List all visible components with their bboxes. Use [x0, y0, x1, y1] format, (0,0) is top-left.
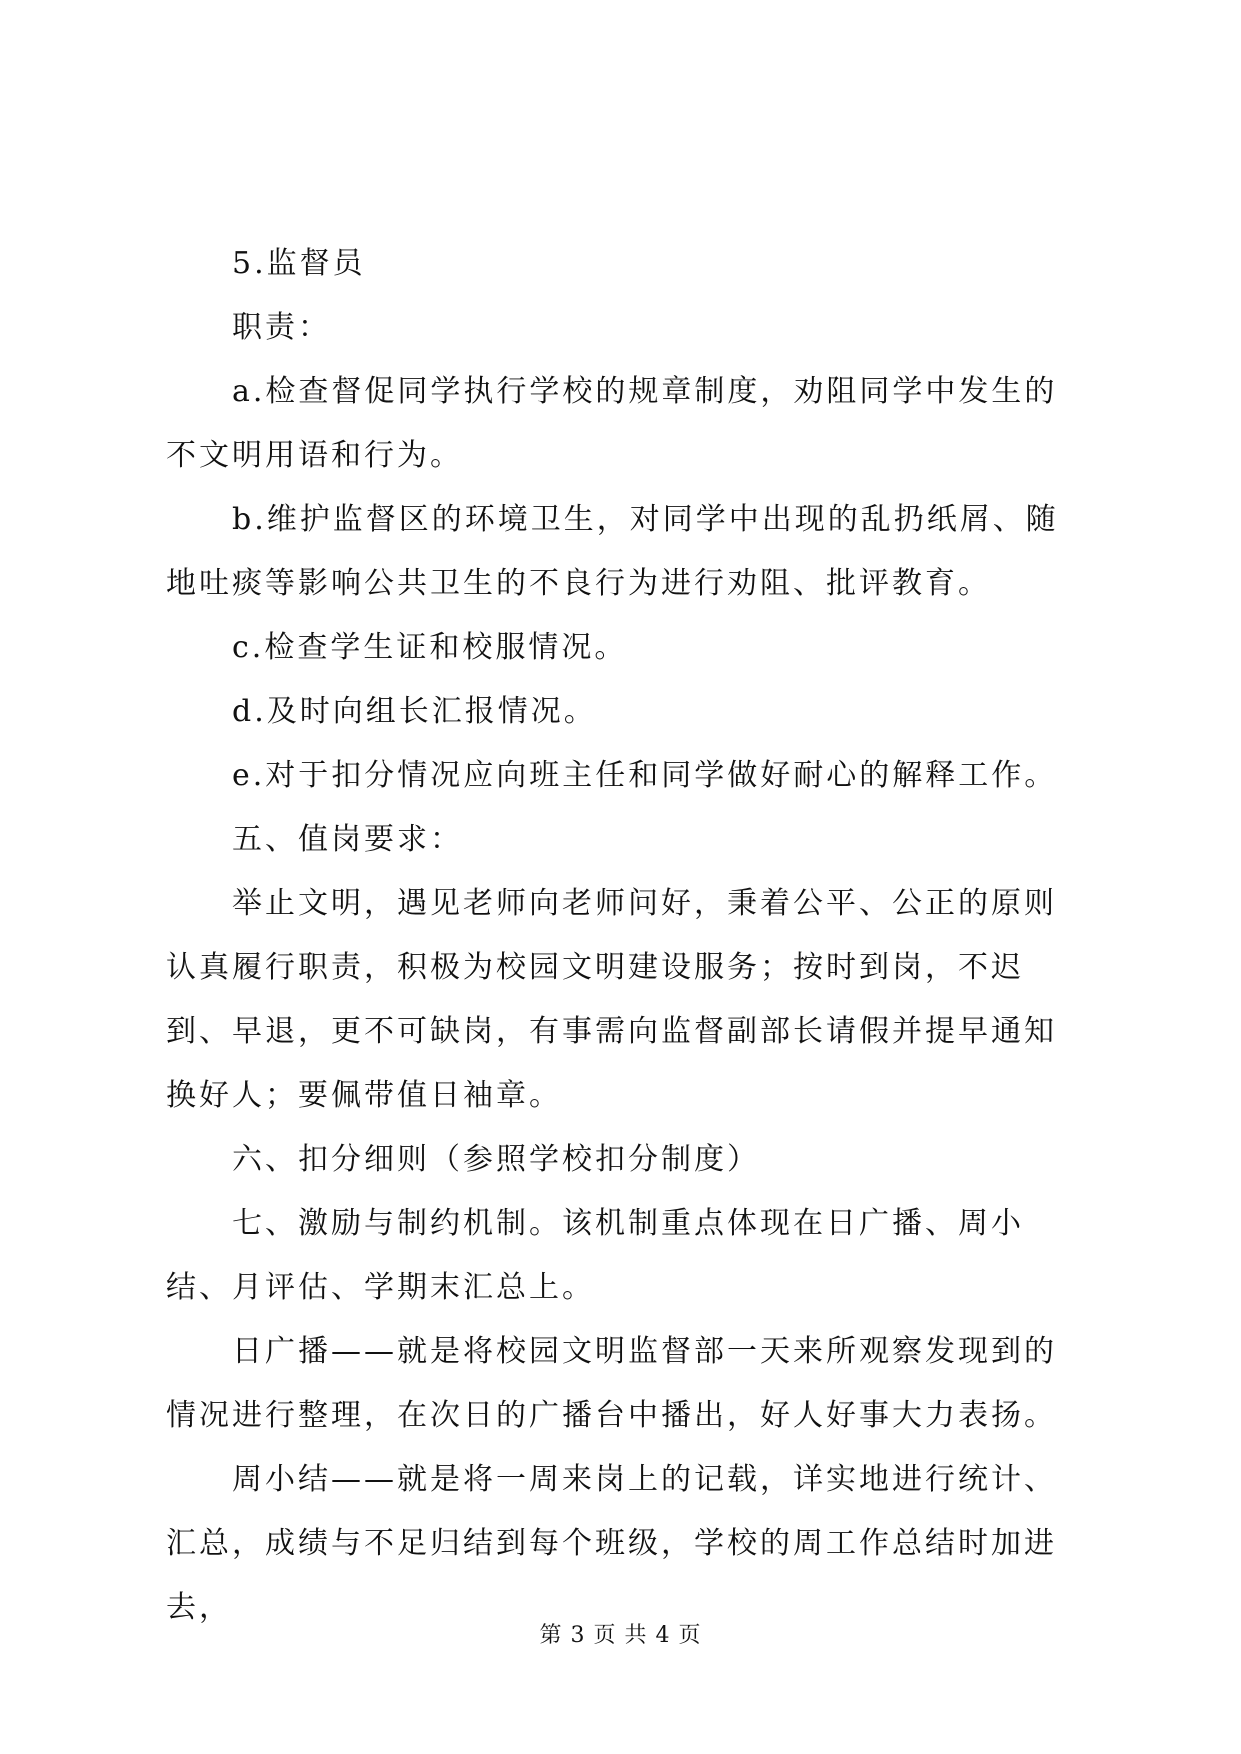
weekly-summary-paragraph: 周小结——就是将一周来岗上的记载，详实地进行统计、汇总，成绩与不足归结到每个班级，学校的周工作总结时加进去， [166, 1462, 1057, 1625]
duty-requirements-paragraph: 举止文明，遇见老师向老师问好，秉着公平、公正的原则认真履行职责，积极为校园文明建设服务；按时到岗，不迟到、早退，更不可缺岗，有事需向监督副部长请假并提早通知换好人；要佩带值日袖章。 [166, 886, 1057, 1113]
label-duties: 职责： [232, 310, 331, 345]
duty-item-c: c.检查学生证和校服情况。 [232, 630, 628, 665]
section-heading-7: 七、激励与制约机制。该机制重点体现在日广播、周小结、月评估、学期末汇总上。 [166, 1206, 1024, 1305]
document-body [166, 232, 1088, 1640]
duty-item-a: a.检查督促同学执行学校的规章制度，劝阻同学中发生的不文明用语和行为。 [166, 374, 1058, 473]
duty-item-d: d.及时向组长汇报情况。 [232, 694, 597, 729]
page-number-footer: 第 3 页 共 4 页 [539, 1623, 702, 1648]
heading-supervisor: 5.监督员 [232, 246, 366, 281]
daily-broadcast-paragraph: 日广播——就是将校园文明监督部一天来所观察发现到的情况进行整理，在次日的广播台中播出，好人好事大力表扬。 [166, 1334, 1057, 1433]
section-heading-5: 五、值岗要求： [232, 822, 463, 857]
duty-item-b: b.维护监督区的环境卫生，对同学中出现的乱扔纸屑、随地吐痰等影响公共卫生的不良行为进行劝阻、批评教育。 [166, 502, 1059, 601]
duty-item-e: e.对于扣分情况应向班主任和同学做好耐心的解释工作。 [232, 758, 1058, 793]
section-heading-6: 六、扣分细则（参照学校扣分制度） [232, 1142, 760, 1177]
